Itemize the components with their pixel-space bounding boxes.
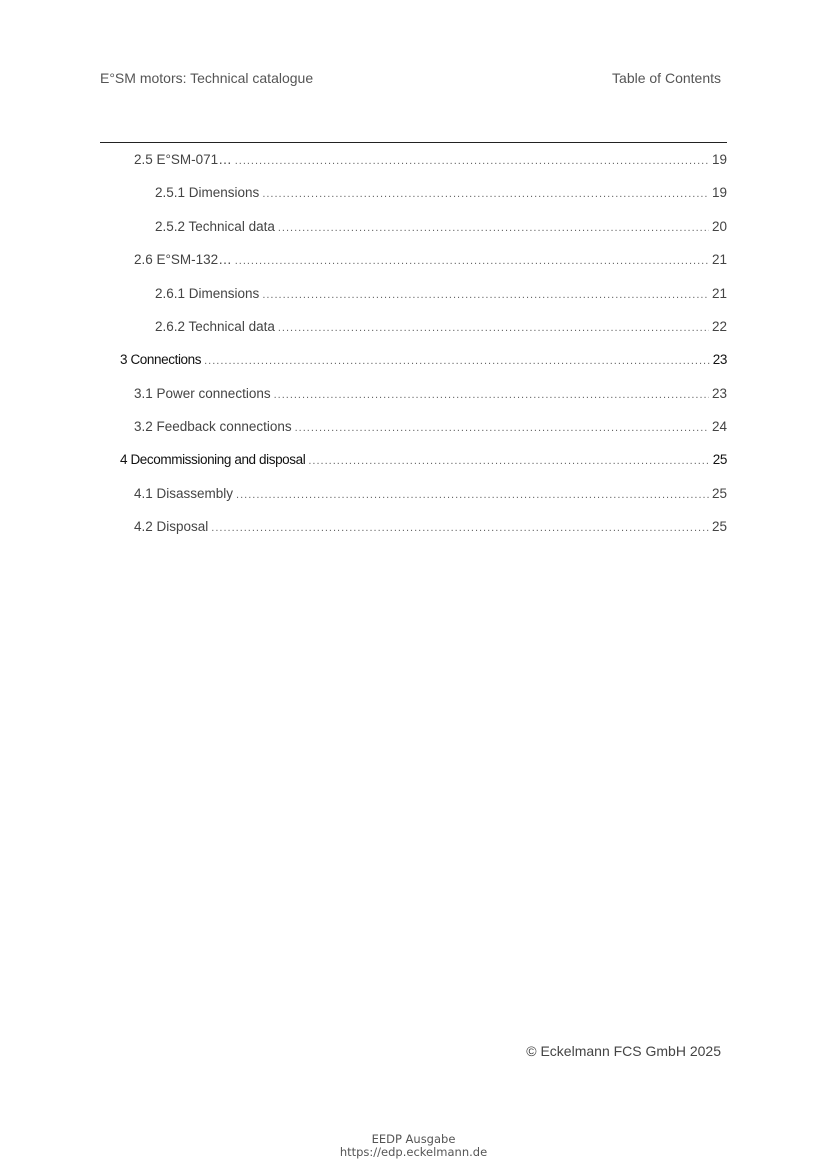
toc-entry-label: 3.2 Feedback connections [134,419,292,434]
toc-leader-dots [211,522,709,534]
toc-entry[interactable] [100,519,727,539]
header-rule [100,142,727,143]
toc-entry-label: 2.5.2 Technical data [155,219,275,234]
toc-chapter-entry[interactable] [100,352,727,372]
toc-entry-label: 4 Decommissioning and disposal [120,452,306,467]
toc-entry-page: 21 [711,286,727,301]
toc-entry[interactable] [100,319,727,339]
toc-entry-page: 19 [711,185,727,200]
toc-chapter-entry[interactable] [100,452,727,472]
toc-entry[interactable] [100,286,727,306]
toc-entry[interactable] [100,486,727,506]
toc-entry-page: 23 [711,386,727,401]
toc-leader-dots [262,289,709,301]
toc-entry-label: 4.1 Disassembly [134,486,234,501]
toc-leader-dots [235,255,709,267]
toc-entry-page: 24 [711,419,727,434]
toc-entry-label: 2.5 E°SM-071… [134,152,232,167]
toc-entry-label: 2.6.1 Dimensions [155,286,260,301]
toc-leader-dots [236,489,709,501]
footer-edition: EEDP Ausgabe [371,1132,456,1146]
toc-entry-label: 3.1 Power connections [134,386,271,401]
toc-leader-dots [235,155,709,167]
toc-leader-dots [274,389,709,401]
toc-leader-dots [262,188,709,200]
toc-entry[interactable] [100,152,727,172]
toc-entry[interactable] [100,252,727,272]
toc-entry-label: 2.5.1 Dimensions [155,185,260,200]
toc-entry[interactable] [100,185,727,205]
toc-leader-dots [308,455,709,467]
toc-entry-page: 22 [711,319,727,334]
toc-entry[interactable] [100,386,727,406]
toc-entry-label: 2.6 E°SM-132… [134,252,232,267]
toc-entry-page: 23 [712,352,727,367]
toc-entry-page: 25 [711,486,727,501]
toc-leader-dots [295,422,709,434]
toc-leader-dots [278,322,709,334]
toc-entry-label: 2.6.2 Technical data [155,319,275,334]
toc-entry-page: 20 [711,219,727,234]
toc-entry-page: 25 [712,452,727,467]
page-footer [0,1133,827,1159]
toc-entry[interactable] [100,419,727,439]
toc-entry-label: 3 Connections [120,352,202,367]
toc-entry-page: 25 [711,519,727,534]
toc-entry-page: 19 [711,152,727,167]
toc-entry-page: 21 [711,252,727,267]
copyright-notice: © Eckelmann FCS GmbH 2025 [526,1043,721,1059]
toc-leader-dots [204,355,710,367]
toc-leader-dots [278,222,709,234]
toc-entry-label: 4.2 Disposal [134,519,209,534]
section-title: Table of Contents [612,70,721,86]
document-title: E°SM motors: Technical catalogue [100,70,314,86]
footer-url[interactable]: https://edp.eckelmann.de [339,1145,488,1159]
toc-entry[interactable] [100,219,727,239]
